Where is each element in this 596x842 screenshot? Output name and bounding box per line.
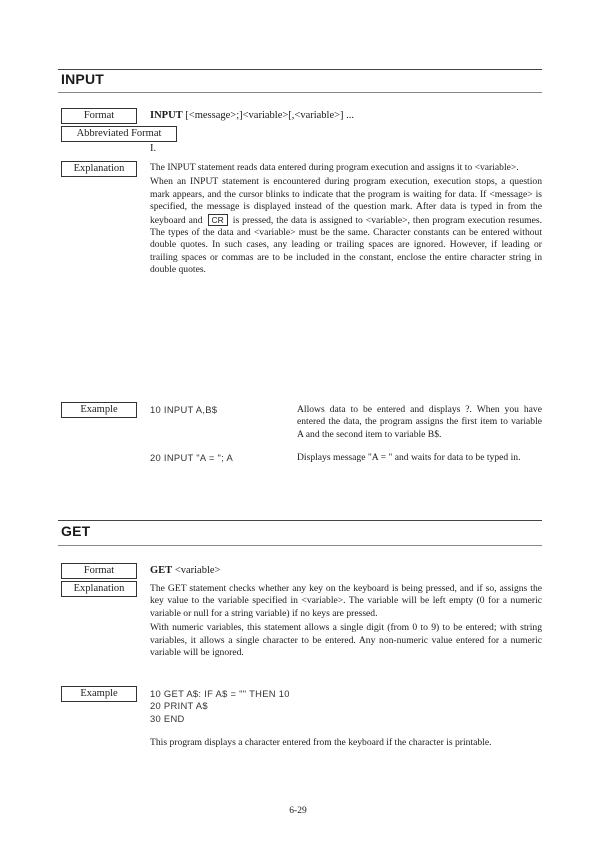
example-code: 10 INPUT A,B$ (150, 404, 218, 415)
explanation-text: is pressed, the data is assigned to <variable>, then program execution resumes. The types of the data and <variable> must be the same. Character constants can be entered without double quotes. In such cases, any leading or trailing spaces are ignored. However, if leading or trailing spaces or commas are to be included in the constant, enclose the entire character string in double quotes. (150, 214, 542, 276)
example-label: Example (61, 686, 137, 702)
input-format-syntax (150, 110, 354, 121)
example-label: Example (61, 402, 137, 418)
explanation-label: Explanation (61, 581, 137, 597)
example-description: Displays message "A = " and waits for data to be typed in. (297, 452, 521, 463)
explanation-label: Explanation (61, 161, 137, 177)
format-keyword: GET (150, 565, 173, 576)
cr-key-icon: CR (208, 214, 228, 226)
explanation-text: When an INPUT statement is encountered during program execution, execution stops, a question mark appears, and the cursor blinks to indicate that the program is waiting for data. If <message> is specified, the message is displayed instead of the question mark. After data is typed in from the keyboard and (150, 176, 542, 226)
top-rule (58, 520, 542, 521)
section-underline (58, 92, 542, 93)
input-explanation (150, 162, 542, 279)
code-line: 20 PRINT A$ (150, 700, 208, 712)
top-rule (58, 69, 542, 70)
example-code: 20 INPUT "A = "; A (150, 452, 234, 463)
code-line: 30 END (150, 712, 185, 724)
format-args: <variable> (174, 565, 221, 576)
example-note: This program displays a character entered from the keyboard if the character is printable. (150, 737, 492, 748)
explanation-paragraph: The GET statement checks whether any key on the keyboard is being pressed, and if so, assigns the key value to the variable specified in <variable>. The variable will be left empty (0 for a numeric variable or null for a string variable) if no keys are pressed. (150, 583, 542, 619)
format-keyword: INPUT (150, 110, 183, 121)
format-label: Format (61, 563, 137, 579)
explanation-paragraph (150, 176, 542, 276)
get-explanation (150, 583, 542, 661)
abbreviated-format-label: Abbreviated Format (61, 126, 177, 142)
format-args: [<message>;]<variable>[,<variable>] ... (185, 110, 355, 121)
section-title-input: INPUT (61, 71, 104, 87)
code-line: 10 GET A$: IF A$ = "" THEN 10 (150, 688, 290, 699)
example-description: Allows data to be entered and displays ?. When you have entered the data, the program assigns the first item to variable A and the second item to variable B$. (297, 404, 542, 440)
explanation-paragraph: The INPUT statement reads data entered during program execution and assigns it to <variable>. (150, 162, 519, 173)
page-number: 6-29 (289, 806, 307, 816)
explanation-paragraph: With numeric variables, this statement allows a single digit (from 0 to 9) to be entered; with string variables, it allows a single character to be entered. Any non-numeric value entered for a numeric variable will be ignored. (150, 622, 542, 659)
get-format-syntax (150, 565, 220, 576)
section-underline (58, 545, 542, 546)
code-listing (150, 688, 290, 725)
format-label: Format (61, 108, 137, 124)
abbreviated-format-value: I. (150, 143, 157, 154)
section-title-get: GET (61, 523, 91, 539)
